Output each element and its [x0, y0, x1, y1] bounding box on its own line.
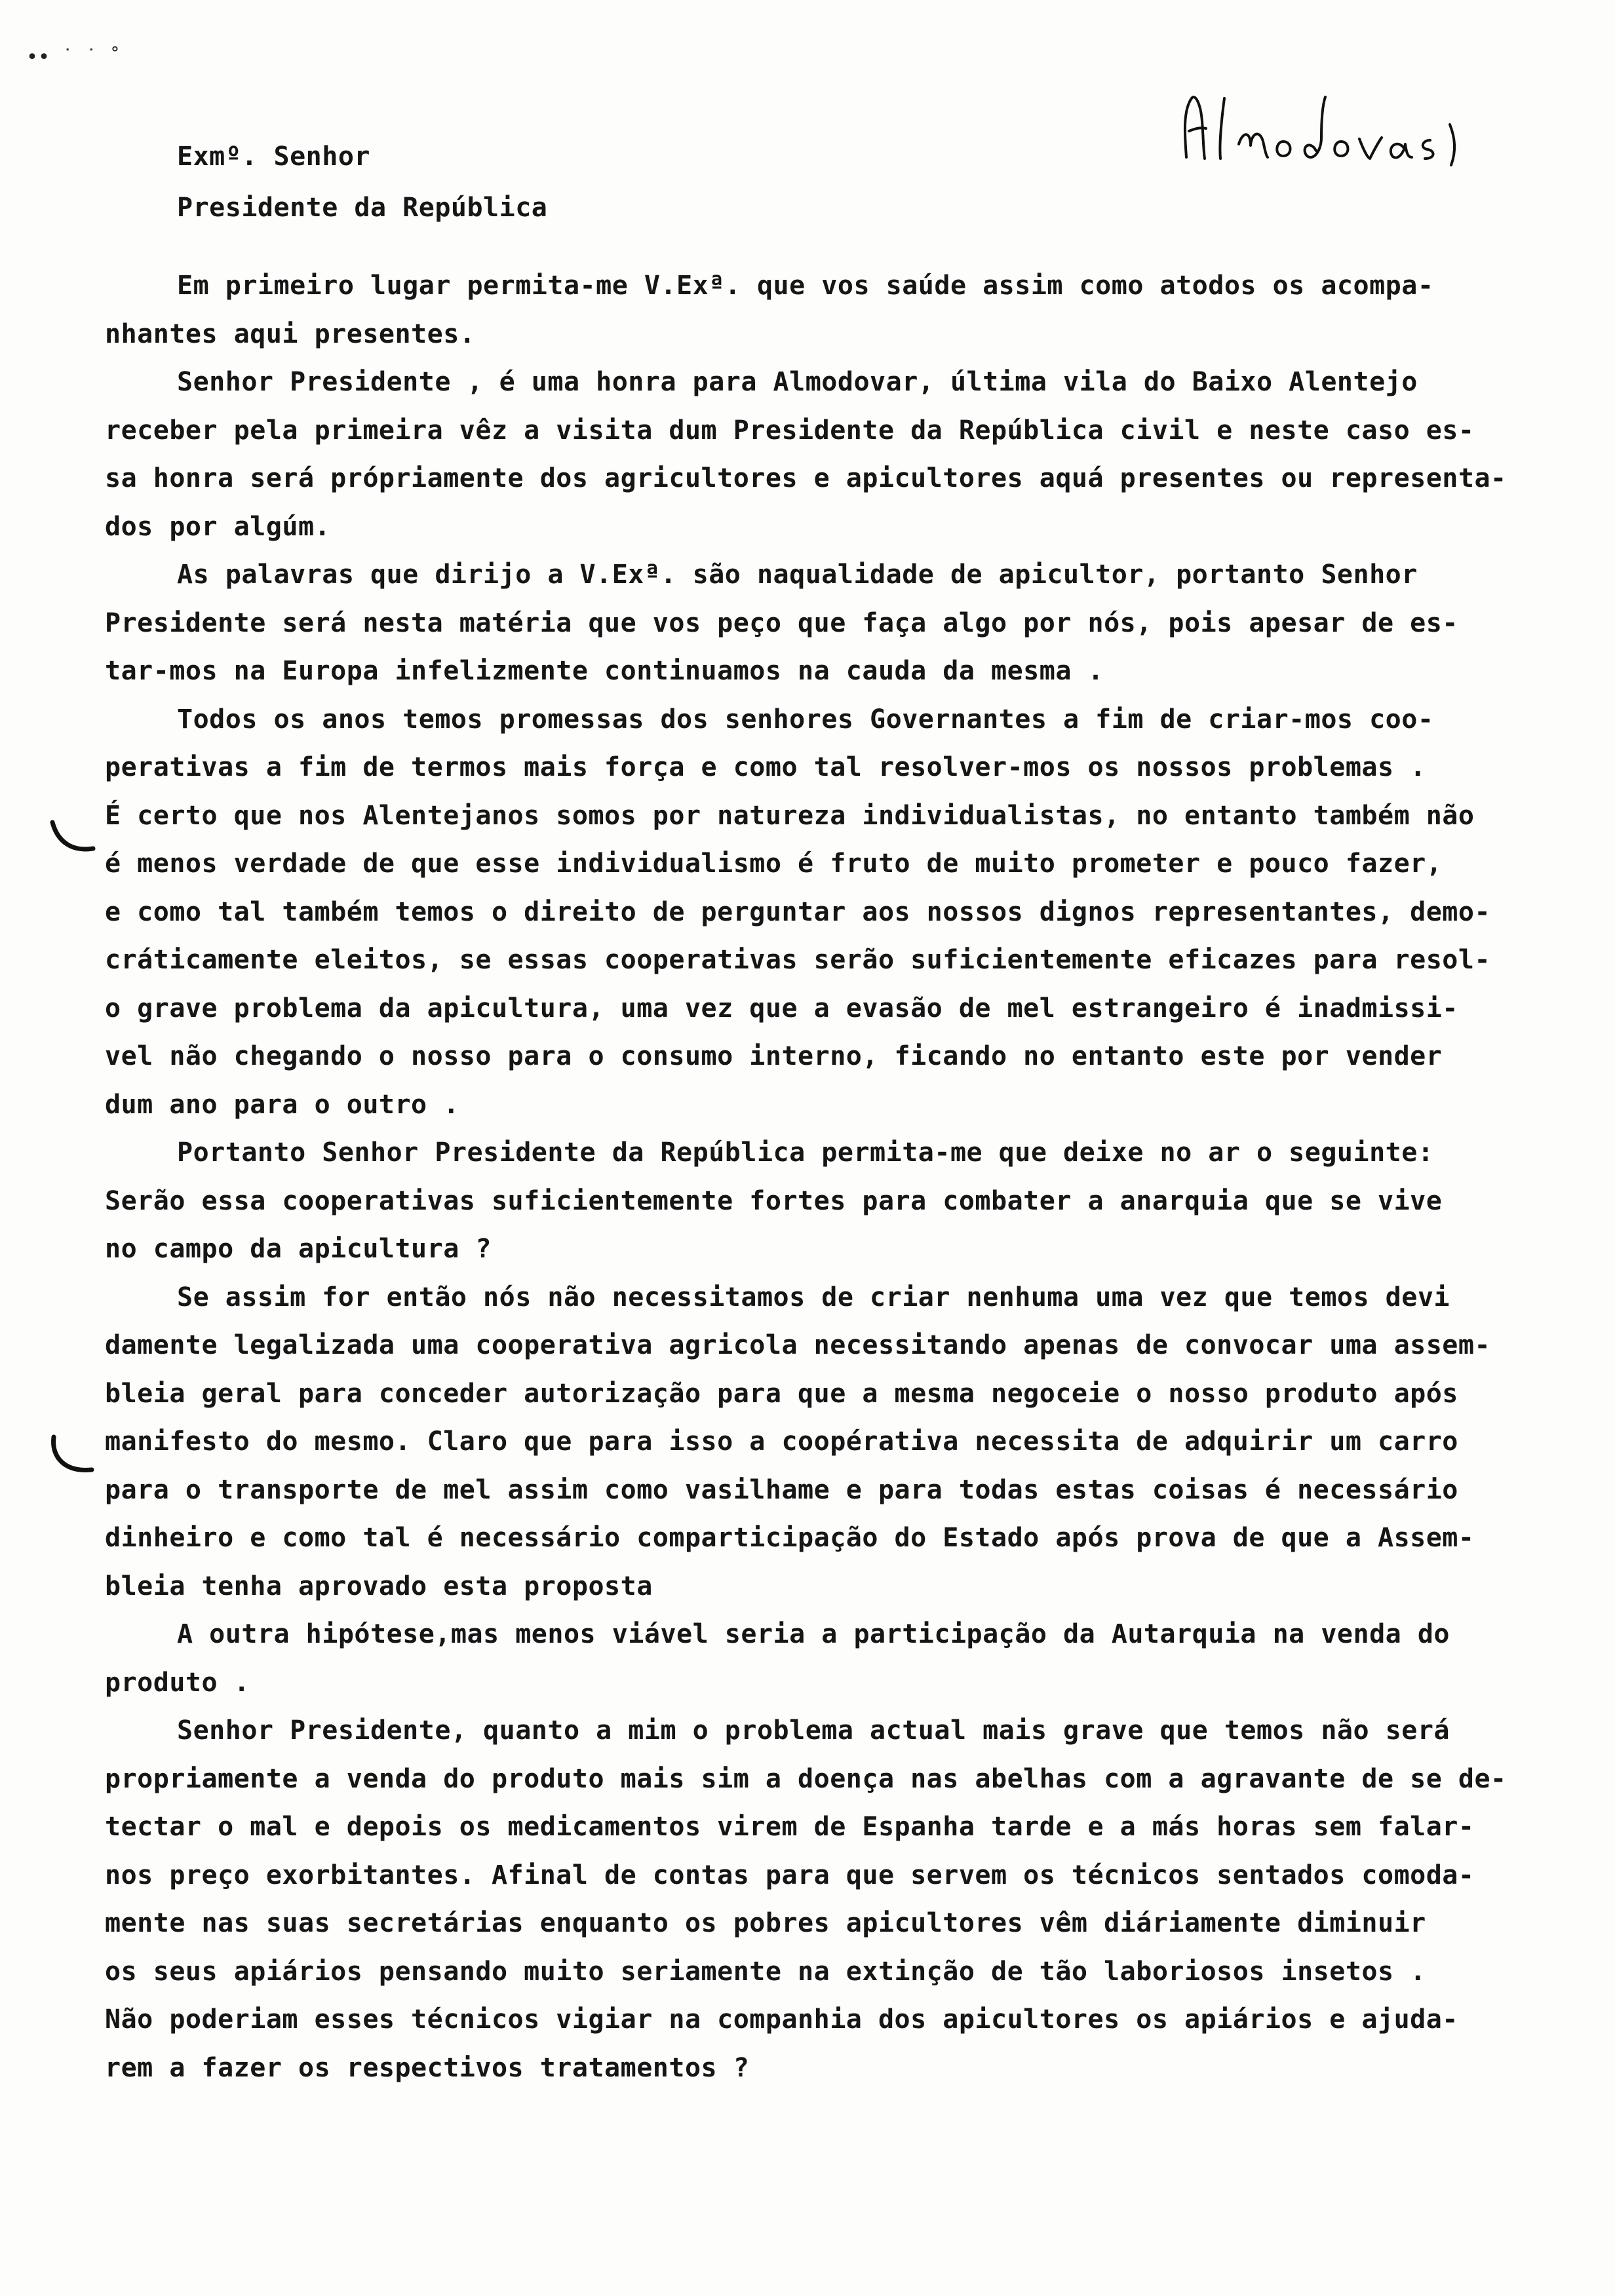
text-line: Portanto Senhor Presidente da República permita-me que deixe no ar o seguinte:: [177, 1138, 1434, 1168]
paragraph-2: [105, 358, 1606, 551]
text-line: dum ano para o outro .: [105, 1089, 459, 1120]
text-line: Serão essa cooperativas suficientemente fortes para combater a anarquia que se vive: [105, 1185, 1443, 1216]
text-line: é menos verdade de que esse individualismo é fruto de muito prometer e pouco fazer,: [105, 849, 1443, 879]
paragraph-5: [105, 1129, 1606, 1274]
paragraph-6: [105, 1274, 1606, 1611]
salutation-line-1: Exmº. Senhor: [177, 142, 370, 172]
text-line: sa honra será própriamente dos agricultores e apicultores aquá presentes ou representa-: [105, 463, 1507, 493]
text-line: para o transporte de mel assim como vasilhame e para todas estas coisas é necessário: [105, 1474, 1458, 1505]
text-line: mente nas suas secretárias enquanto os pobres apicultores vêm diáriamente diminuir: [105, 1908, 1426, 1938]
text-line: Senhor Presidente , é uma honra para Almodovar, última vila do Baixo Alentejo: [177, 367, 1418, 397]
text-line: É certo que nos Alentejanos somos por natureza individualistas, no entanto também não: [105, 800, 1475, 831]
text-line: receber pela primeira vêz a visita dum Presidente da República civil e neste caso es-: [105, 415, 1475, 446]
text-line: Presidente será nesta matéria que vos peço que faça algo por nós, pois apesar de es-: [105, 607, 1458, 638]
text-line: rem a fazer os respectivos tratamentos ?: [105, 2052, 750, 2083]
text-line: produto .: [105, 1667, 250, 1698]
text-line: bleia tenha aprovado esta proposta: [105, 1571, 653, 1601]
salutation: [177, 131, 1422, 233]
text-line: bleia geral para conceder autorização para que a mesma negoceie o nosso produto após: [105, 1378, 1458, 1409]
text-line: vel não chegando o nosso para o consumo interno, ficando no entanto este por vender: [105, 1041, 1443, 1071]
text-line: damente legalizada uma cooperativa agricola necessitando apenas de convocar uma assem-: [105, 1330, 1491, 1360]
text-line: nhantes aqui presentes.: [105, 318, 476, 349]
paragraph-3: [105, 551, 1606, 696]
text-line: A outra hipótese,mas menos viável seria a participação da Autarquia na venda do: [177, 1619, 1450, 1649]
text-line: tectar o mal e depois os medicamentos virem de Espanha tarde e a más horas sem falar-: [105, 1812, 1475, 1842]
corner-mark: •• ˙ ˙ ˚: [26, 46, 121, 69]
text-line: no campo da apicultura ?: [105, 1234, 492, 1264]
text-line: Senhor Presidente, quanto a mim o problema actual mais grave que temos não será: [177, 1715, 1450, 1746]
paragraph-1: [105, 262, 1606, 358]
letter-body: [105, 262, 1606, 2092]
text-line: dinheiro e como tal é necessário comparticipação do Estado após prova de que a Assem-: [105, 1523, 1475, 1553]
text-line: nos preço exorbitantes. Afinal de contas para que servem os técnicos sentados comoda-: [105, 1860, 1475, 1890]
text-line: cráticamente eleitos, se essas cooperativas serão suficientemente eficazes para resol-: [105, 945, 1491, 975]
paragraph-4: [105, 696, 1606, 1130]
text-line: os seus apiários pensando muito seriamente na extinção de tão laboriosos insetos .: [105, 1956, 1426, 1987]
salutation-line-2: Presidente da República: [177, 193, 548, 223]
text-line: manifesto do mesmo. Claro que para isso a coopérativa necessita de adquirir um carro: [105, 1426, 1458, 1457]
text-line: Em primeiro lugar permita-me V.Exª. que vos saúde assim como atodos os acompa-: [177, 271, 1434, 301]
margin-bracket-mark: [46, 1432, 98, 1478]
text-line: e como tal também temos o direito de perguntar aos nossos dignos representantes, demo-: [105, 896, 1491, 927]
text-line: Se assim for então nós não necessitamos de criar nenhuma uma vez que temos devi: [177, 1282, 1450, 1312]
margin-bracket-mark: [46, 816, 98, 862]
text-line: As palavras que dirijo a V.Exª. são naqualidade de apicultor, portanto Senhor: [177, 560, 1418, 590]
text-line: Todos os anos temos promessas dos senhores Governantes a fim de criar-mos coo-: [177, 704, 1434, 735]
text-line: propriamente a venda do produto mais sim a doença nas abelhas com a agravante de se de-: [105, 1763, 1507, 1794]
paragraph-8: [105, 1707, 1606, 2092]
text-line: dos por algúm.: [105, 511, 331, 542]
text-line: tar-mos na Europa infelizmente continuamos na cauda da mesma .: [105, 656, 1104, 686]
text-line: o grave problema da apicultura, uma vez que a evasão de mel estrangeiro é inadmissi-: [105, 993, 1458, 1024]
text-line: perativas a fim de termos mais força e como tal resolver-mos os nossos problemas .: [105, 752, 1426, 782]
text-line: Não poderiam esses técnicos vigiar na companhia dos apicultores os apiários e ajuda-: [105, 2004, 1458, 2035]
paragraph-7: [105, 1611, 1606, 1707]
